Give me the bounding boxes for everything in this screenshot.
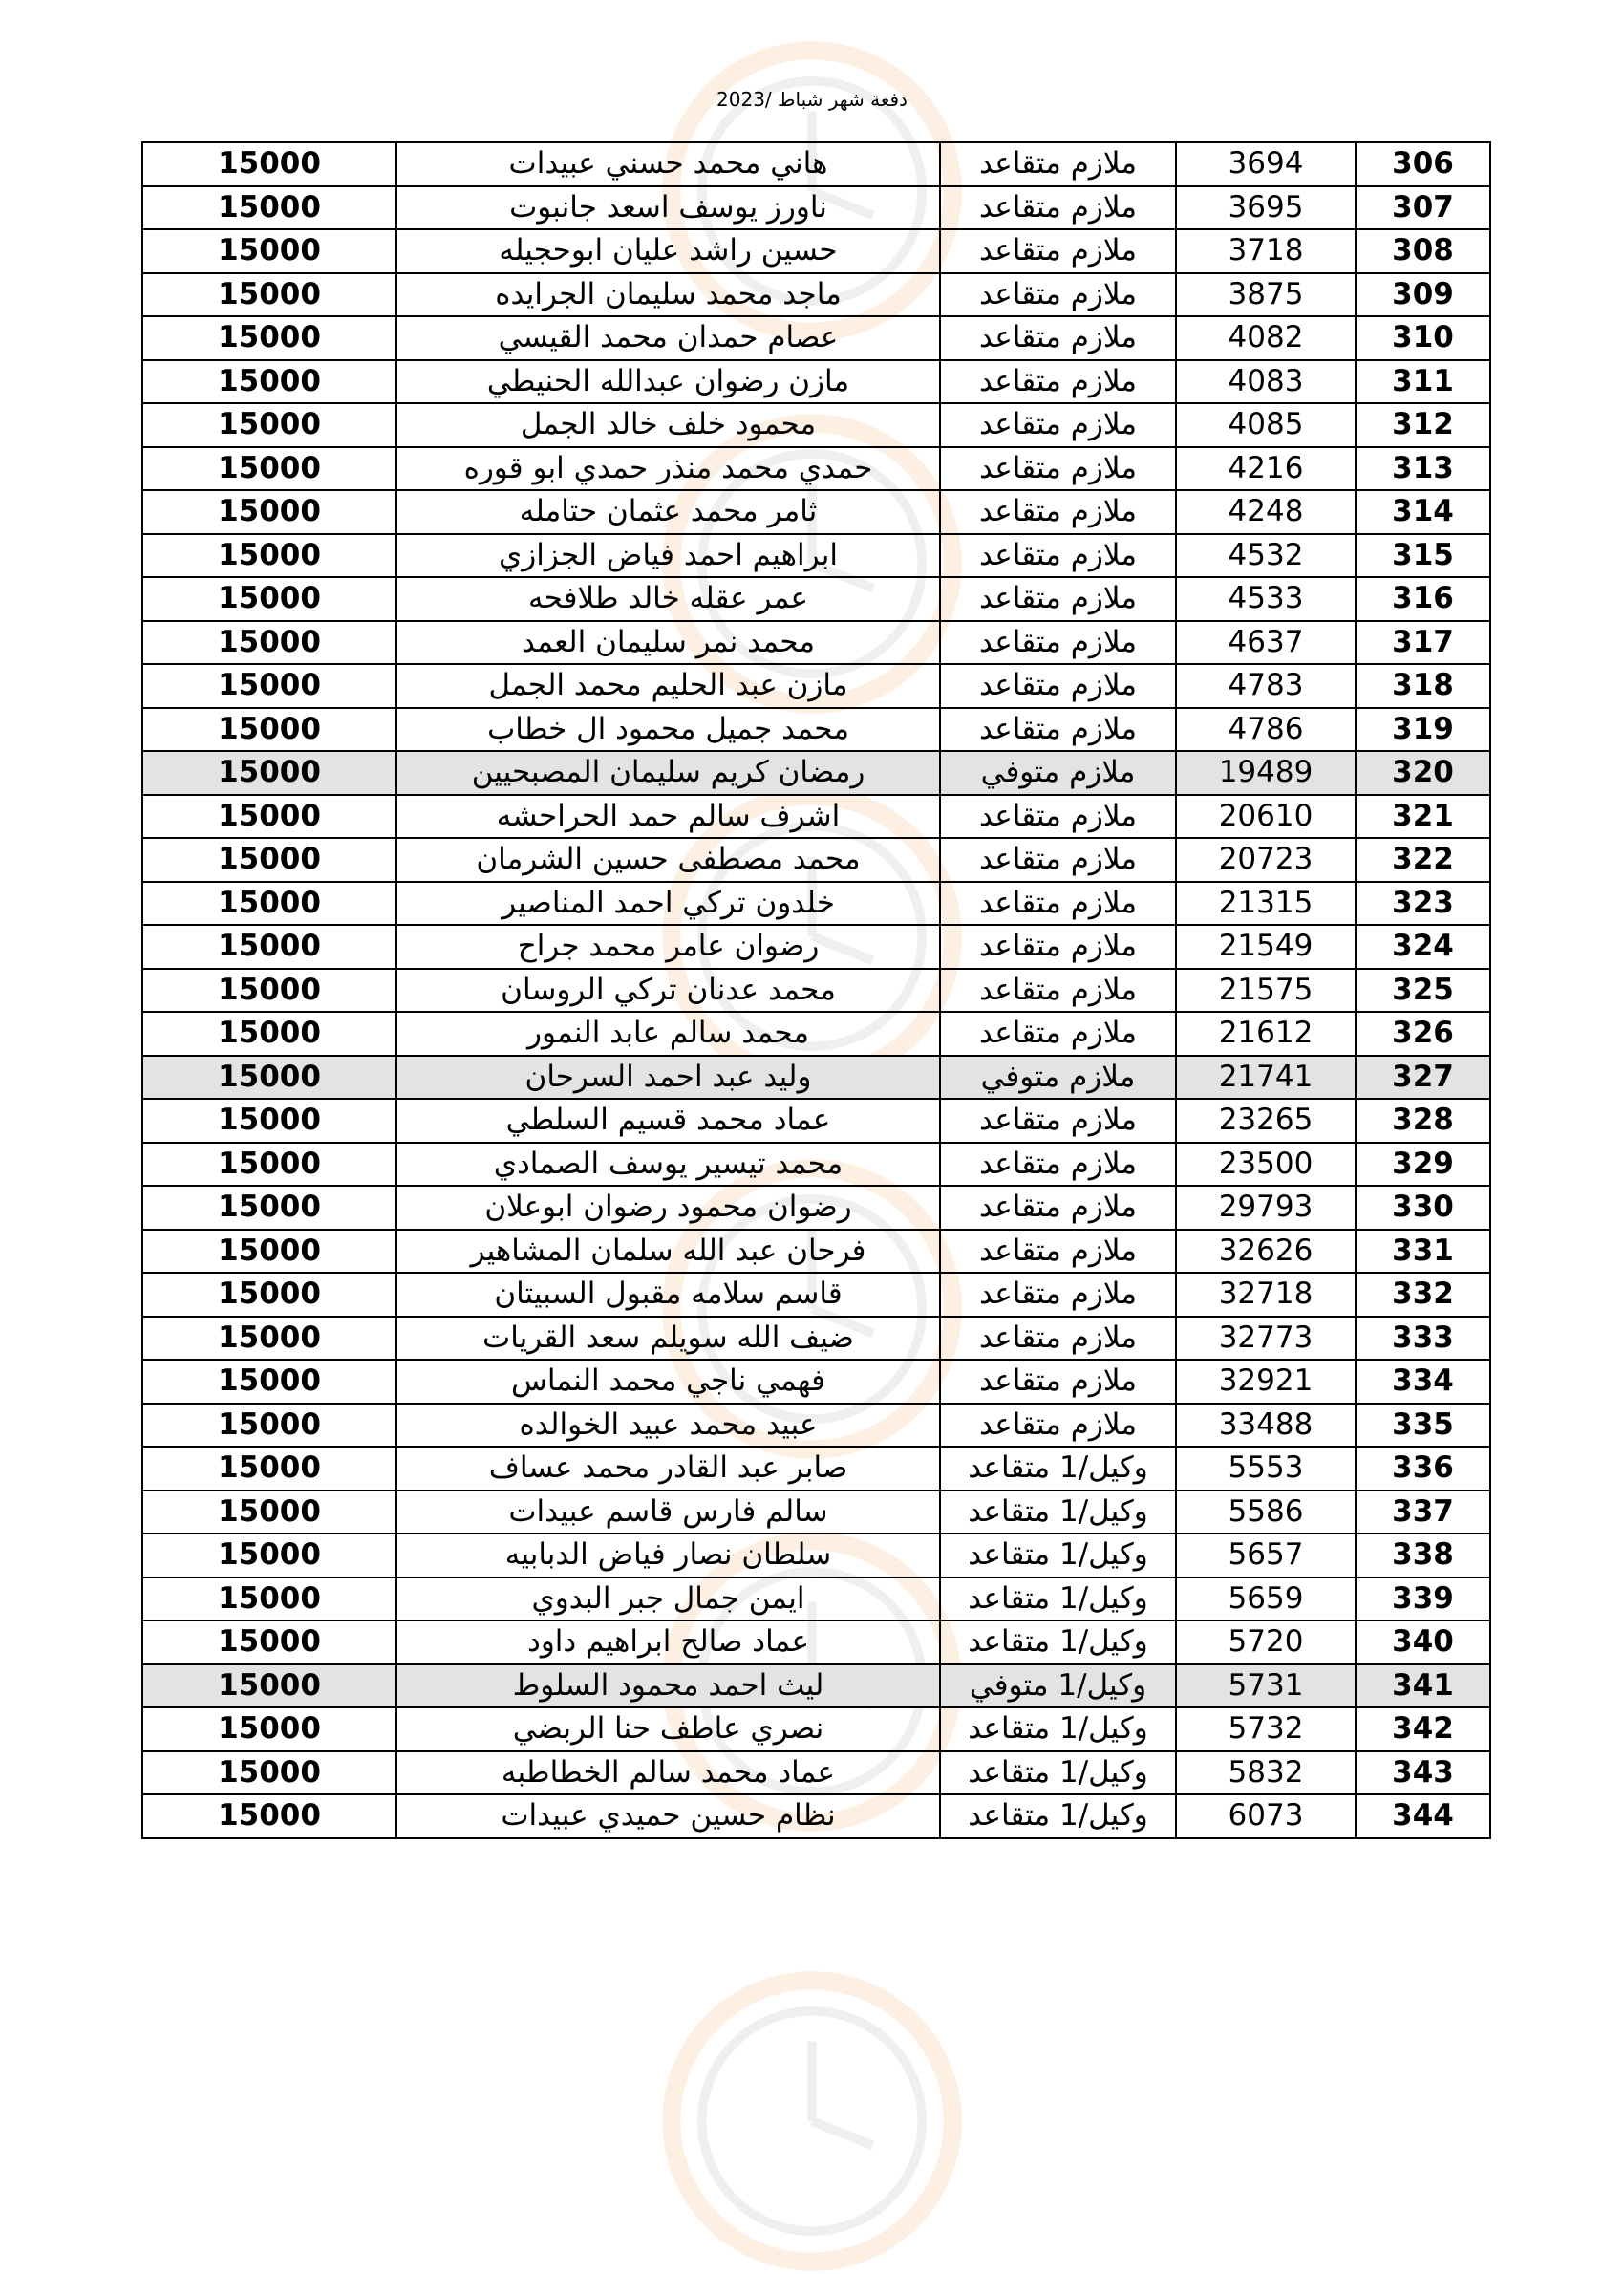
cell-amount: 15000: [142, 1404, 396, 1448]
table-row: [142, 1620, 1490, 1664]
cell-name: حسين راشد عليان ابوحجيله: [396, 229, 940, 273]
cell-rank: ملازم متقاعد: [940, 1143, 1176, 1187]
table-row: [142, 577, 1490, 621]
cell-number: 5732: [1176, 1707, 1356, 1751]
cell-rank: ملازم متقاعد: [940, 1404, 1176, 1448]
cell-number: 19489: [1176, 751, 1356, 795]
cell-rank: ملازم متقاعد: [940, 229, 1176, 273]
cell-rank: ملازم متقاعد: [940, 186, 1176, 230]
cell-rank: ملازم متقاعد: [940, 534, 1176, 578]
cell-seq: 343: [1356, 1751, 1490, 1795]
table-row: [142, 1143, 1490, 1187]
cell-seq: 307: [1356, 186, 1490, 230]
cell-seq: 327: [1356, 1056, 1490, 1100]
cell-name: رضوان محمود رضوان ابوعلان: [396, 1186, 940, 1230]
cell-amount: 15000: [142, 186, 396, 230]
cell-name: اشرف سالم حمد الحراحشه: [396, 795, 940, 839]
cell-seq: 344: [1356, 1794, 1490, 1838]
cell-seq: 320: [1356, 751, 1490, 795]
cell-name: عماد صالح ابراهيم داود: [396, 1620, 940, 1664]
cell-rank: ملازم متقاعد: [940, 795, 1176, 839]
cell-number: 3875: [1176, 273, 1356, 317]
cell-name: ثامر محمد عثمان حتامله: [396, 490, 940, 534]
cell-rank: ملازم متقاعد: [940, 838, 1176, 882]
cell-seq: 337: [1356, 1491, 1490, 1534]
cell-rank: وكيل/1 متقاعد: [940, 1534, 1176, 1577]
cell-name: فرحان عبد الله سلمان المشاهير: [396, 1230, 940, 1274]
table-row: [142, 621, 1490, 665]
cell-seq: 333: [1356, 1317, 1490, 1361]
table-row: [142, 1794, 1490, 1838]
table-row: [142, 1273, 1490, 1317]
cell-amount: 15000: [142, 1099, 396, 1143]
cell-number: 5586: [1176, 1491, 1356, 1534]
cell-name: مازن عبد الحليم محمد الجمل: [396, 664, 940, 708]
cell-seq: 325: [1356, 969, 1490, 1013]
cell-name: محمد سالم عابد النمور: [396, 1012, 940, 1056]
table-row: [142, 882, 1490, 926]
cell-number: 5720: [1176, 1620, 1356, 1664]
cell-name: محمد نمر سليمان العمد: [396, 621, 940, 665]
payments-table: [141, 141, 1491, 1839]
cell-amount: 15000: [142, 1360, 396, 1404]
cell-amount: 15000: [142, 577, 396, 621]
cell-number: 4248: [1176, 490, 1356, 534]
cell-seq: 322: [1356, 838, 1490, 882]
cell-seq: 311: [1356, 360, 1490, 404]
table-row: [142, 1447, 1490, 1491]
cell-name: ابراهيم احمد فياض الجزازي: [396, 534, 940, 578]
cell-seq: 309: [1356, 273, 1490, 317]
cell-amount: 15000: [142, 1317, 396, 1361]
cell-seq: 308: [1356, 229, 1490, 273]
cell-number: 4082: [1176, 316, 1356, 360]
cell-name: رضوان عامر محمد جراح: [396, 925, 940, 969]
cell-number: 29793: [1176, 1186, 1356, 1230]
cell-amount: 15000: [142, 1751, 396, 1795]
cell-number: 20723: [1176, 838, 1356, 882]
cell-amount: 15000: [142, 1664, 396, 1708]
cell-amount: 15000: [142, 1491, 396, 1534]
cell-seq: 323: [1356, 882, 1490, 926]
cell-amount: 15000: [142, 1273, 396, 1317]
cell-seq: 310: [1356, 316, 1490, 360]
table-row: [142, 316, 1490, 360]
cell-amount: 15000: [142, 1186, 396, 1230]
cell-amount: 15000: [142, 1012, 396, 1056]
cell-rank: ملازم متقاعد: [940, 969, 1176, 1013]
cell-rank: ملازم متقاعد: [940, 1230, 1176, 1274]
cell-rank: ملازم متقاعد: [940, 1186, 1176, 1230]
cell-seq: 314: [1356, 490, 1490, 534]
cell-number: 21612: [1176, 1012, 1356, 1056]
cell-name: نظام حسين حميدي عبيدات: [396, 1794, 940, 1838]
table-row: [142, 534, 1490, 578]
cell-amount: 15000: [142, 1143, 396, 1187]
cell-amount: 15000: [142, 316, 396, 360]
cell-seq: 318: [1356, 664, 1490, 708]
table-row: [142, 795, 1490, 839]
cell-seq: 334: [1356, 1360, 1490, 1404]
cell-amount: 15000: [142, 882, 396, 926]
cell-seq: 340: [1356, 1620, 1490, 1664]
table-row: [142, 1012, 1490, 1056]
cell-amount: 15000: [142, 1707, 396, 1751]
cell-name: هاني محمد حسني عبيدات: [396, 142, 940, 186]
cell-name: عماد محمد قسيم السلطي: [396, 1099, 940, 1143]
cell-name: رمضان كريم سليمان المصبحيين: [396, 751, 940, 795]
cell-seq: 336: [1356, 1447, 1490, 1491]
cell-rank: ملازم متقاعد: [940, 882, 1176, 926]
cell-number: 5731: [1176, 1664, 1356, 1708]
cell-rank: ملازم متوفي: [940, 1056, 1176, 1100]
cell-amount: 15000: [142, 969, 396, 1013]
table-row: [142, 186, 1490, 230]
cell-amount: 15000: [142, 838, 396, 882]
table-row: [142, 360, 1490, 404]
cell-amount: 15000: [142, 447, 396, 491]
watermark-clock-icon: [659, 1968, 965, 2274]
cell-amount: 15000: [142, 142, 396, 186]
cell-name: قاسم سلامه مقبول السبيتان: [396, 1273, 940, 1317]
cell-number: 20610: [1176, 795, 1356, 839]
cell-rank: ملازم متقاعد: [940, 621, 1176, 665]
cell-name: محمد عدنان تركي الروسان: [396, 969, 940, 1013]
cell-name: عمر عقله خالد طلافحه: [396, 577, 940, 621]
cell-number: 32718: [1176, 1273, 1356, 1317]
cell-number: 4532: [1176, 534, 1356, 578]
cell-seq: 341: [1356, 1664, 1490, 1708]
cell-rank: ملازم متقاعد: [940, 1317, 1176, 1361]
cell-name: نصري عاطف حنا الربضي: [396, 1707, 940, 1751]
cell-name: ماجد محمد سليمان الجرايده: [396, 273, 940, 317]
cell-number: 4083: [1176, 360, 1356, 404]
cell-number: 4783: [1176, 664, 1356, 708]
cell-number: 5553: [1176, 1447, 1356, 1491]
cell-name: عبيد محمد عبيد الخوالده: [396, 1404, 940, 1448]
cell-number: 4533: [1176, 577, 1356, 621]
cell-number: 32921: [1176, 1360, 1356, 1404]
table-row: [142, 447, 1490, 491]
cell-name: ايمن جمال جبر البدوي: [396, 1577, 940, 1621]
cell-number: 3718: [1176, 229, 1356, 273]
cell-seq: 329: [1356, 1143, 1490, 1187]
cell-rank: ملازم متقاعد: [940, 490, 1176, 534]
table-row: [142, 1056, 1490, 1100]
cell-name: محمد تيسير يوسف الصمادي: [396, 1143, 940, 1187]
cell-rank: وكيل/1 متوفي: [940, 1664, 1176, 1708]
cell-amount: 15000: [142, 795, 396, 839]
cell-number: 21575: [1176, 969, 1356, 1013]
cell-name: عماد محمد سالم الخطاطبه: [396, 1751, 940, 1795]
cell-name: خلدون تركي احمد المناصير: [396, 882, 940, 926]
cell-number: 33488: [1176, 1404, 1356, 1448]
table-row: [142, 1577, 1490, 1621]
cell-amount: 15000: [142, 708, 396, 752]
cell-name: ضيف الله سويلم سعد القريات: [396, 1317, 940, 1361]
cell-rank: وكيل/1 متقاعد: [940, 1751, 1176, 1795]
table-row: [142, 751, 1490, 795]
table-row: [142, 273, 1490, 317]
table-row: [142, 708, 1490, 752]
cell-amount: 15000: [142, 1534, 396, 1577]
cell-name: محمد جميل محمود ال خطاب: [396, 708, 940, 752]
cell-seq: 321: [1356, 795, 1490, 839]
cell-name: سلطان نصار فياض الدبابيه: [396, 1534, 940, 1577]
cell-number: 5657: [1176, 1534, 1356, 1577]
cell-number: 32626: [1176, 1230, 1356, 1274]
cell-amount: 15000: [142, 490, 396, 534]
table-row: [142, 490, 1490, 534]
cell-rank: ملازم متقاعد: [940, 273, 1176, 317]
cell-number: 23265: [1176, 1099, 1356, 1143]
cell-rank: وكيل/1 متقاعد: [940, 1794, 1176, 1838]
cell-seq: 338: [1356, 1534, 1490, 1577]
cell-seq: 306: [1356, 142, 1490, 186]
cell-rank: وكيل/1 متقاعد: [940, 1707, 1176, 1751]
cell-amount: 15000: [142, 534, 396, 578]
table-row: [142, 1186, 1490, 1230]
cell-amount: 15000: [142, 925, 396, 969]
cell-seq: 332: [1356, 1273, 1490, 1317]
cell-seq: 331: [1356, 1230, 1490, 1274]
cell-number: 4637: [1176, 621, 1356, 665]
cell-amount: 15000: [142, 1447, 396, 1491]
table-row: [142, 969, 1490, 1013]
cell-seq: 342: [1356, 1707, 1490, 1751]
table-row: [142, 1707, 1490, 1751]
cell-name: عصام حمدان محمد القيسي: [396, 316, 940, 360]
cell-amount: 15000: [142, 751, 396, 795]
cell-seq: 317: [1356, 621, 1490, 665]
cell-name: فهمي ناجي محمد النماس: [396, 1360, 940, 1404]
cell-amount: 15000: [142, 1620, 396, 1664]
cell-seq: 324: [1356, 925, 1490, 969]
table-row: [142, 1360, 1490, 1404]
table-row: [142, 142, 1490, 186]
cell-amount: 15000: [142, 1794, 396, 1838]
table-row: [142, 1404, 1490, 1448]
cell-name: صابر عبد القادر محمد عساف: [396, 1447, 940, 1491]
cell-seq: 312: [1356, 403, 1490, 447]
table-row: [142, 838, 1490, 882]
cell-seq: 328: [1356, 1099, 1490, 1143]
cell-seq: 339: [1356, 1577, 1490, 1621]
cell-amount: 15000: [142, 664, 396, 708]
cell-seq: 335: [1356, 1404, 1490, 1448]
cell-name: وليد عبد احمد السرحان: [396, 1056, 940, 1100]
table-row: [142, 664, 1490, 708]
cell-number: 6073: [1176, 1794, 1356, 1838]
cell-number: 21315: [1176, 882, 1356, 926]
cell-name: محمود خلف خالد الجمل: [396, 403, 940, 447]
cell-rank: ملازم متقاعد: [940, 403, 1176, 447]
cell-rank: ملازم متقاعد: [940, 708, 1176, 752]
cell-rank: ملازم متقاعد: [940, 447, 1176, 491]
cell-rank: ملازم متقاعد: [940, 1360, 1176, 1404]
table-row: [142, 1491, 1490, 1534]
cell-number: 32773: [1176, 1317, 1356, 1361]
cell-number: 4216: [1176, 447, 1356, 491]
cell-amount: 15000: [142, 273, 396, 317]
cell-number: 3694: [1176, 142, 1356, 186]
cell-rank: ملازم متقاعد: [940, 925, 1176, 969]
cell-number: 21741: [1176, 1056, 1356, 1100]
cell-rank: وكيل/1 متقاعد: [940, 1620, 1176, 1664]
cell-number: 5659: [1176, 1577, 1356, 1621]
cell-rank: ملازم متقاعد: [940, 1012, 1176, 1056]
table-row: [142, 1751, 1490, 1795]
table-row: [142, 403, 1490, 447]
cell-seq: 313: [1356, 447, 1490, 491]
table-row: [142, 1317, 1490, 1361]
cell-rank: ملازم متقاعد: [940, 360, 1176, 404]
cell-seq: 326: [1356, 1012, 1490, 1056]
cell-number: 4085: [1176, 403, 1356, 447]
cell-rank: وكيل/1 متقاعد: [940, 1577, 1176, 1621]
cell-seq: 319: [1356, 708, 1490, 752]
cell-rank: ملازم متقاعد: [940, 316, 1176, 360]
cell-rank: وكيل/1 متقاعد: [940, 1447, 1176, 1491]
cell-rank: ملازم متوفي: [940, 751, 1176, 795]
cell-name: مازن رضوان عبدالله الحنيطي: [396, 360, 940, 404]
cell-amount: 15000: [142, 1230, 396, 1274]
table-row: [142, 1099, 1490, 1143]
table-row: [142, 229, 1490, 273]
cell-number: 3695: [1176, 186, 1356, 230]
cell-number: 4786: [1176, 708, 1356, 752]
cell-amount: 15000: [142, 229, 396, 273]
table-row: [142, 1534, 1490, 1577]
cell-name: سالم فارس قاسم عبيدات: [396, 1491, 940, 1534]
cell-seq: 315: [1356, 534, 1490, 578]
cell-name: ناورز يوسف اسعد جانبوت: [396, 186, 940, 230]
cell-seq: 330: [1356, 1186, 1490, 1230]
cell-amount: 15000: [142, 1056, 396, 1100]
cell-number: 23500: [1176, 1143, 1356, 1187]
cell-rank: ملازم متقاعد: [940, 142, 1176, 186]
cell-seq: 316: [1356, 577, 1490, 621]
cell-name: ليث احمد محمود السلوط: [396, 1664, 940, 1708]
cell-amount: 15000: [142, 403, 396, 447]
cell-amount: 15000: [142, 621, 396, 665]
cell-rank: وكيل/1 متقاعد: [940, 1491, 1176, 1534]
cell-amount: 15000: [142, 1577, 396, 1621]
cell-name: حمدي محمد منذر حمدي ابو قوره: [396, 447, 940, 491]
cell-number: 5832: [1176, 1751, 1356, 1795]
cell-rank: ملازم متقاعد: [940, 1273, 1176, 1317]
cell-rank: ملازم متقاعد: [940, 1099, 1176, 1143]
table-row: [142, 1230, 1490, 1274]
cell-amount: 15000: [142, 360, 396, 404]
cell-name: محمد مصطفى حسين الشرمان: [396, 838, 940, 882]
cell-number: 21549: [1176, 925, 1356, 969]
cell-rank: ملازم متقاعد: [940, 664, 1176, 708]
table-row: [142, 925, 1490, 969]
page-title: دفعة شهر شباط /2023: [716, 88, 908, 111]
table-row: [142, 1664, 1490, 1708]
cell-rank: ملازم متقاعد: [940, 577, 1176, 621]
